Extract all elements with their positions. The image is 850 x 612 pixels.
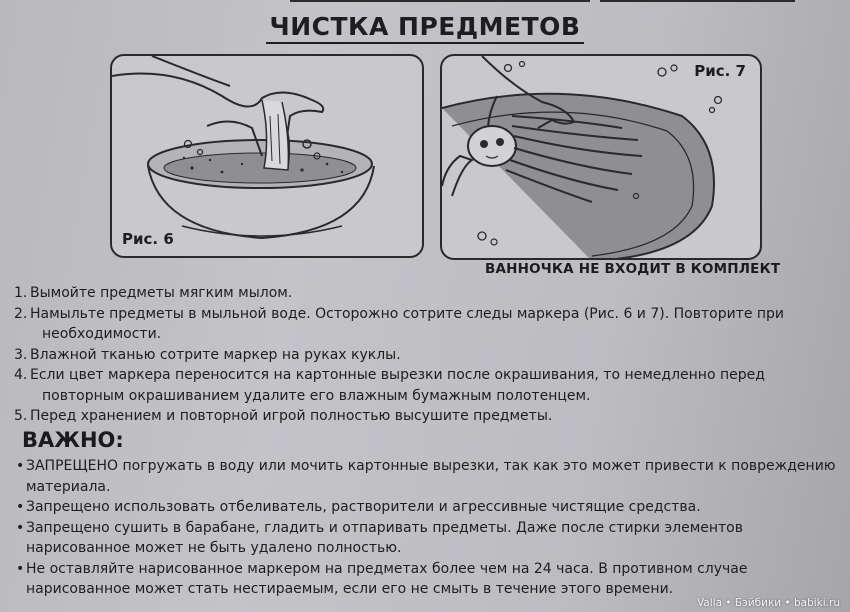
- top-border-line: [600, 0, 795, 2]
- doll-hair-washing-illustration: [442, 56, 760, 258]
- figure-7-label: Рис. 7: [694, 62, 746, 80]
- figure-6-label: Рис. 6: [122, 230, 174, 248]
- list-item: 5. Перед хранением и повторной игрой полностью высушите предметы.: [14, 408, 553, 424]
- top-border-line: [290, 0, 590, 2]
- washing-basin-illustration: [112, 56, 422, 256]
- list-item: • ЗАПРЕЩЕНО погружать в воду или мочить картонные вырезки, так как это может привести к повреждению материала.: [16, 458, 836, 495]
- important-heading: ВАЖНО:: [22, 428, 124, 452]
- list-item: • Не оставляйте нарисованное маркером на предметах более чем на 24 часа. В противном случае нарисованное может стать нестираемым, если его не смыть в течение этого времени.: [16, 560, 748, 597]
- list-item: • Запрещено сушить в барабане, гладить и отпаривать предметы. Даже после стирки элементов нарисованное может не быть удалено полностью.: [16, 519, 744, 556]
- list-item: 3. Влажной тканью сотрите маркер на руках куклы.: [14, 346, 401, 363]
- list-item: 4. Если цвет маркера переносится на картонные вырезки после окрашивания, то немедленно перед повторным окрашиванием удалите его влажным бумажным полотенцем.: [14, 367, 765, 404]
- cleaning-steps-list: [0, 283, 784, 427]
- figure-6-panel: [110, 54, 424, 258]
- warnings-list: [0, 456, 836, 600]
- tub-not-included-note: ВАННОЧКА НЕ ВХОДИТ В КОМПЛЕКТ: [485, 261, 781, 277]
- list-item: • Запрещено использовать отбеливатель, растворители и агрессивные чистящие средства.: [16, 499, 701, 515]
- figure-7-panel: [440, 54, 762, 260]
- list-item: 1. Вымойте предметы мягким мылом.: [14, 285, 293, 301]
- watermark-credit: Valla • Бэйбики • babiki.ru: [696, 597, 840, 609]
- page-title: ЧИСТКА ПРЕДМЕТОВ: [0, 12, 850, 41]
- list-item: 2. Намыльте предметы в мыльной воде. Осторожно сотрите следы маркера (Рис. 6 и 7). Повторите при необходимости.: [14, 305, 785, 342]
